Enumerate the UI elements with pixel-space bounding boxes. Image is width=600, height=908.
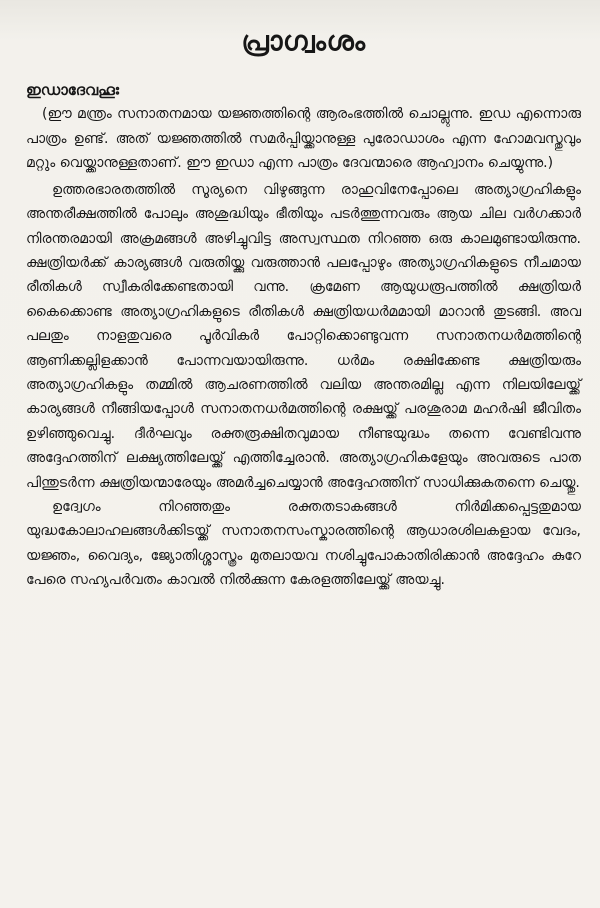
body-paragraph-2: ഉദ്വേഗം നിറഞ്ഞതും രക്തതടാകങ്ങൾ നിർമിക്കപ്പെട്ടതുമായ യുദ്ധകോലാഹലങ്ങൾക്കിടയ്ക്ക് സനാതനസംസ്കാരത്തിന്റെ ആധാരശിലകളായ വേദം, യജ്ഞം, വൈദ്യം, ജ്യോതിശ്ശാസ്ത്രം മുതലായവ നശിച്ചുപോകാതിരിക്കാൻ അദ്ദേഹം കുറേ പേരെ സഹ്യപർവതം കാവൽ നിൽക്കുന്ന കേരളത്തിലേയ്ക്ക് അയച്ചു. [26,499,581,589]
mantra-note: (ഈ മന്ത്രം സനാതനമായ യജ്ഞത്തിന്റെ ആരംഭത്തിൽ ചൊല്ലുന്നു. ഇഡ എന്നൊരു പാത്രം ഉണ്ട്. അത് യജ്ഞത്തിൽ സമർപ്പിയ്ക്കാനുള്ള പുരോഡാശം എന്ന ഹോമവസ്തുവും മറ്റും വെയ്ക്കാനുള്ളതാണ്. ഈ ഇഡാ എന്ന പാത്രം ദേവന്മാരെ ആഹ്വാനം ചെയ്യുന്നു.) [26,106,581,172]
chapter-title: പ്രാഗ്വംശം [241,26,366,57]
page-content [26,22,581,593]
invocation-heading: ഇഡാദേവഹൂഃ [26,81,120,99]
body-paragraph-1: ഉത്തരഭാരതത്തിൽ സൂര്യനെ വിഴുങ്ങുന്ന രാഹുവിനേപ്പോലെ അത്യാഗ്രഹികളും അന്തരീക്ഷത്തിൽ പോലും അശുദ്ധിയും ഭീതിയും പടർത്തുന്നവരും ആയ ചില വർഗക്കാർ നിരന്തരമായി അക്രമങ്ങൾ അഴിച്ചുവിട്ട അസ്വസ്ഥത നിറഞ്ഞ ഒരു കാലമുണ്ടായിരുന്നു. ക്ഷത്രിയർക്ക് കാര്യങ്ങൾ വരുതിയ്ക്കു വരുത്താൻ പലപ്പോഴും അത്യാഗ്രഹികളുടെ നീചമായ രീതികൾ സ്വീകരിക്കേണ്ടതായി വന്നു. ക്രമേണ ആയുധരൂപത്തിൽ ക്ഷത്രിയർ കൈക്കൊണ്ട അത്യാഗ്രഹികളുടെ രീതികൾ ക്ഷത്രിയധർമമായി മാറാൻ തുടങ്ങി. അവ പലതും നാളതുവരെ പൂർവികർ പോറ്റിക്കൊണ്ടുവന്ന സനാതനധർമത്തിന്റെ ആണിക്കല്ലിളക്കാൻ പോന്നവയായിരുന്നു. ധർമം രക്ഷിക്കേണ്ട ക്ഷത്രിയരും അത്യാഗ്രഹികളും തമ്മിൽ ആചരണത്തിൽ വലിയ അന്തരമില്ല എന്ന നിലയിലേയ്ക്ക് കാര്യങ്ങൾ നീങ്ങിയപ്പോൾ സനാതനധർമത്തിന്റെ രക്ഷയ്ക്ക് പരശുരാമ മഹർഷി ജീവിതം ഉഴിഞ്ഞുവെച്ചു. ദീർഘവും രക്തരൂക്ഷിതവുമായ നീണ്ടയുദ്ധം തന്നെ വേണ്ടിവന്നു അദ്ദേഹത്തിന് ലക്ഷ്യത്തിലേയ്ക്ക് എത്തിച്ചേരാൻ. അത്യാഗ്രഹികളേയും അവരുടെ പാത പിന്തുടർന്ന ക്ഷത്രിയന്മാരേയും അമർച്ചചെയ്യാൻ അദ്ദേഹത്തിന് സാധിക്കുകതന്നെ ചെയ്തു. [26,181,581,491]
